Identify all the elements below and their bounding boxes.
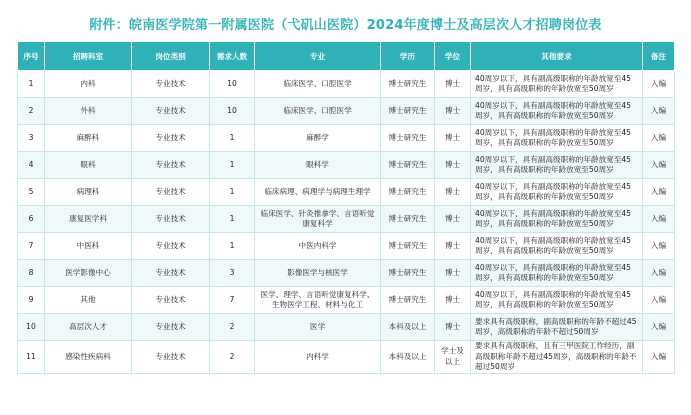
cell-no: 3 bbox=[18, 125, 45, 152]
cell-no: 2 bbox=[18, 98, 45, 125]
cell-major: 麻醉学 bbox=[255, 125, 381, 152]
cell-major: 医学 bbox=[255, 314, 381, 341]
cell-note: 入编 bbox=[643, 287, 675, 314]
cell-degree: 博士 bbox=[435, 314, 471, 341]
cell-count: 1 bbox=[210, 179, 255, 206]
cell-category: 专业技术 bbox=[132, 179, 210, 206]
cell-no: 9 bbox=[18, 287, 45, 314]
cell-requirement: 40周岁以下，具有副高级职称的年龄放宽至45周岁，具有高级职称的年龄放宽至50周岁 bbox=[471, 179, 643, 206]
cell-no: 1 bbox=[18, 71, 45, 98]
cell-major: 临床医学、口腔医学 bbox=[255, 71, 381, 98]
cell-education: 博士研究生 bbox=[381, 125, 435, 152]
cell-education: 博士研究生 bbox=[381, 206, 435, 233]
recruitment-table-container bbox=[17, 41, 674, 374]
cell-dept: 其他 bbox=[45, 287, 132, 314]
cell-no: 6 bbox=[18, 206, 45, 233]
cell-requirement: 40周岁以下，具有副高级职称的年龄放宽至45周岁，具有高级职称的年龄放宽至50周岁 bbox=[471, 206, 643, 233]
cell-degree: 博士 bbox=[435, 179, 471, 206]
cell-note: 入编 bbox=[643, 233, 675, 260]
cell-category: 专业技术 bbox=[132, 260, 210, 287]
cell-category: 专业技术 bbox=[132, 152, 210, 179]
header-major: 专业 bbox=[255, 42, 381, 71]
cell-requirement: 40周岁以下，具有副高级职称的年龄放宽至45周岁，具有高级职称的年龄放宽至50周岁 bbox=[471, 98, 643, 125]
cell-note: 入编 bbox=[643, 98, 675, 125]
cell-no: 10 bbox=[18, 314, 45, 341]
cell-major: 内科学 bbox=[255, 341, 381, 374]
cell-dept: 病理科 bbox=[45, 179, 132, 206]
table-row bbox=[18, 260, 675, 287]
cell-no: 7 bbox=[18, 233, 45, 260]
cell-major: 中医内科学 bbox=[255, 233, 381, 260]
table-row bbox=[18, 179, 675, 206]
cell-degree: 学士及以上 bbox=[435, 341, 471, 374]
cell-education: 博士研究生 bbox=[381, 179, 435, 206]
cell-count: 2 bbox=[210, 341, 255, 374]
cell-education: 博士研究生 bbox=[381, 71, 435, 98]
cell-count: 1 bbox=[210, 125, 255, 152]
cell-count: 1 bbox=[210, 152, 255, 179]
header-no: 序号 bbox=[18, 42, 45, 71]
cell-dept: 麻醉科 bbox=[45, 125, 132, 152]
cell-degree: 博士 bbox=[435, 233, 471, 260]
cell-requirement: 40周岁以下，具有副高级职称的年龄放宽至45周岁，具有高级职称的年龄放宽至50周岁 bbox=[471, 71, 643, 98]
table-row bbox=[18, 233, 675, 260]
cell-requirement: 要求具有高级职称，副高级职称的年龄不超过45周岁，高级职称的年龄不超过50周岁 bbox=[471, 314, 643, 341]
cell-requirement: 40周岁以下，具有副高级职称的年龄放宽至45周岁，具有高级职称的年龄放宽至50周岁 bbox=[471, 260, 643, 287]
cell-requirement: 40周岁以下，具有副高级职称的年龄放宽至45周岁，具有高级职称的年龄放宽至50周岁 bbox=[471, 152, 643, 179]
table-row bbox=[18, 71, 675, 98]
cell-dept: 中医科 bbox=[45, 233, 132, 260]
cell-note: 入编 bbox=[643, 125, 675, 152]
cell-note: 入编 bbox=[643, 341, 675, 374]
cell-count: 2 bbox=[210, 314, 255, 341]
cell-education: 博士研究生 bbox=[381, 98, 435, 125]
cell-no: 4 bbox=[18, 152, 45, 179]
cell-requirement: 40周岁以下，具有副高级职称的年龄放宽至45周岁，具有高级职称的年龄放宽至50周岁 bbox=[471, 125, 643, 152]
cell-major: 临床医学、口腔医学 bbox=[255, 98, 381, 125]
cell-degree: 博士 bbox=[435, 287, 471, 314]
cell-category: 专业技术 bbox=[132, 341, 210, 374]
cell-major: 影像医学与核医学 bbox=[255, 260, 381, 287]
header-dept: 招聘科室 bbox=[45, 42, 132, 71]
cell-dept: 外科 bbox=[45, 98, 132, 125]
cell-note: 入编 bbox=[643, 179, 675, 206]
cell-degree: 博士 bbox=[435, 71, 471, 98]
cell-education: 博士研究生 bbox=[381, 233, 435, 260]
cell-category: 专业技术 bbox=[132, 206, 210, 233]
header-note: 备注 bbox=[643, 42, 675, 71]
cell-count: 1 bbox=[210, 233, 255, 260]
cell-dept: 康复医学科 bbox=[45, 206, 132, 233]
header-category: 岗位类别 bbox=[132, 42, 210, 71]
cell-note: 入编 bbox=[643, 314, 675, 341]
cell-degree: 博士 bbox=[435, 206, 471, 233]
cell-education: 本科及以上 bbox=[381, 341, 435, 374]
table-row bbox=[18, 287, 675, 314]
cell-major: 医学、理学、言语听觉康复科学、生物医学工程、材料与化工 bbox=[255, 287, 381, 314]
cell-count: 1 bbox=[210, 206, 255, 233]
cell-note: 入编 bbox=[643, 206, 675, 233]
cell-dept: 感染性疾病科 bbox=[45, 341, 132, 374]
header-requirement: 其他要求 bbox=[471, 42, 643, 71]
cell-degree: 博士 bbox=[435, 98, 471, 125]
cell-category: 专业技术 bbox=[132, 98, 210, 125]
cell-no: 8 bbox=[18, 260, 45, 287]
cell-degree: 博士 bbox=[435, 152, 471, 179]
cell-count: 7 bbox=[210, 287, 255, 314]
cell-category: 专业技术 bbox=[132, 233, 210, 260]
cell-category: 专业技术 bbox=[132, 287, 210, 314]
cell-count: 10 bbox=[210, 71, 255, 98]
cell-note: 入编 bbox=[643, 71, 675, 98]
table-row bbox=[18, 152, 675, 179]
cell-dept: 内科 bbox=[45, 71, 132, 98]
header-education: 学历 bbox=[381, 42, 435, 71]
cell-requirement: 要求具有高级职称，且有三甲医院工作经历，副高级职称年龄不超过45周岁，高级职称的年龄不超过50周岁 bbox=[471, 341, 643, 374]
cell-major: 临床病理、病理学与病理生理学 bbox=[255, 179, 381, 206]
cell-degree: 博士 bbox=[435, 125, 471, 152]
cell-education: 博士研究生 bbox=[381, 152, 435, 179]
cell-dept: 医学影像中心 bbox=[45, 260, 132, 287]
cell-requirement: 40周岁以下，具有副高级职称的年龄放宽至45周岁，具有高级职称的年龄放宽至50周岁 bbox=[471, 233, 643, 260]
cell-major: 临床医学、针灸推拿学、言语听觉康复科学 bbox=[255, 206, 381, 233]
cell-dept: 眼科 bbox=[45, 152, 132, 179]
cell-dept: 高层次人才 bbox=[45, 314, 132, 341]
header-count: 需求人数 bbox=[210, 42, 255, 71]
recruitment-table bbox=[17, 41, 675, 374]
cell-requirement: 40周岁以下，具有副高级职称的年龄放宽至45周岁，具有高级职称的年龄放宽至50周岁 bbox=[471, 287, 643, 314]
table-header-row bbox=[18, 42, 675, 71]
cell-major: 眼科学 bbox=[255, 152, 381, 179]
cell-category: 专业技术 bbox=[132, 125, 210, 152]
cell-note: 入编 bbox=[643, 152, 675, 179]
cell-count: 3 bbox=[210, 260, 255, 287]
table-row bbox=[18, 125, 675, 152]
table-row bbox=[18, 206, 675, 233]
table-row bbox=[18, 314, 675, 341]
cell-no: 11 bbox=[18, 341, 45, 374]
cell-degree: 博士 bbox=[435, 260, 471, 287]
cell-education: 博士研究生 bbox=[381, 287, 435, 314]
cell-education: 博士研究生 bbox=[381, 260, 435, 287]
table-row bbox=[18, 341, 675, 374]
header-degree: 学位 bbox=[435, 42, 471, 71]
cell-education: 本科及以上 bbox=[381, 314, 435, 341]
cell-no: 5 bbox=[18, 179, 45, 206]
cell-category: 专业技术 bbox=[132, 314, 210, 341]
cell-note: 入编 bbox=[643, 260, 675, 287]
page-title: 附件：皖南医学院第一附属医院（弋矶山医院）2024年度博士及高层次人才招聘岗位表 bbox=[89, 18, 602, 33]
cell-count: 10 bbox=[210, 98, 255, 125]
cell-category: 专业技术 bbox=[132, 71, 210, 98]
table-row bbox=[18, 98, 675, 125]
